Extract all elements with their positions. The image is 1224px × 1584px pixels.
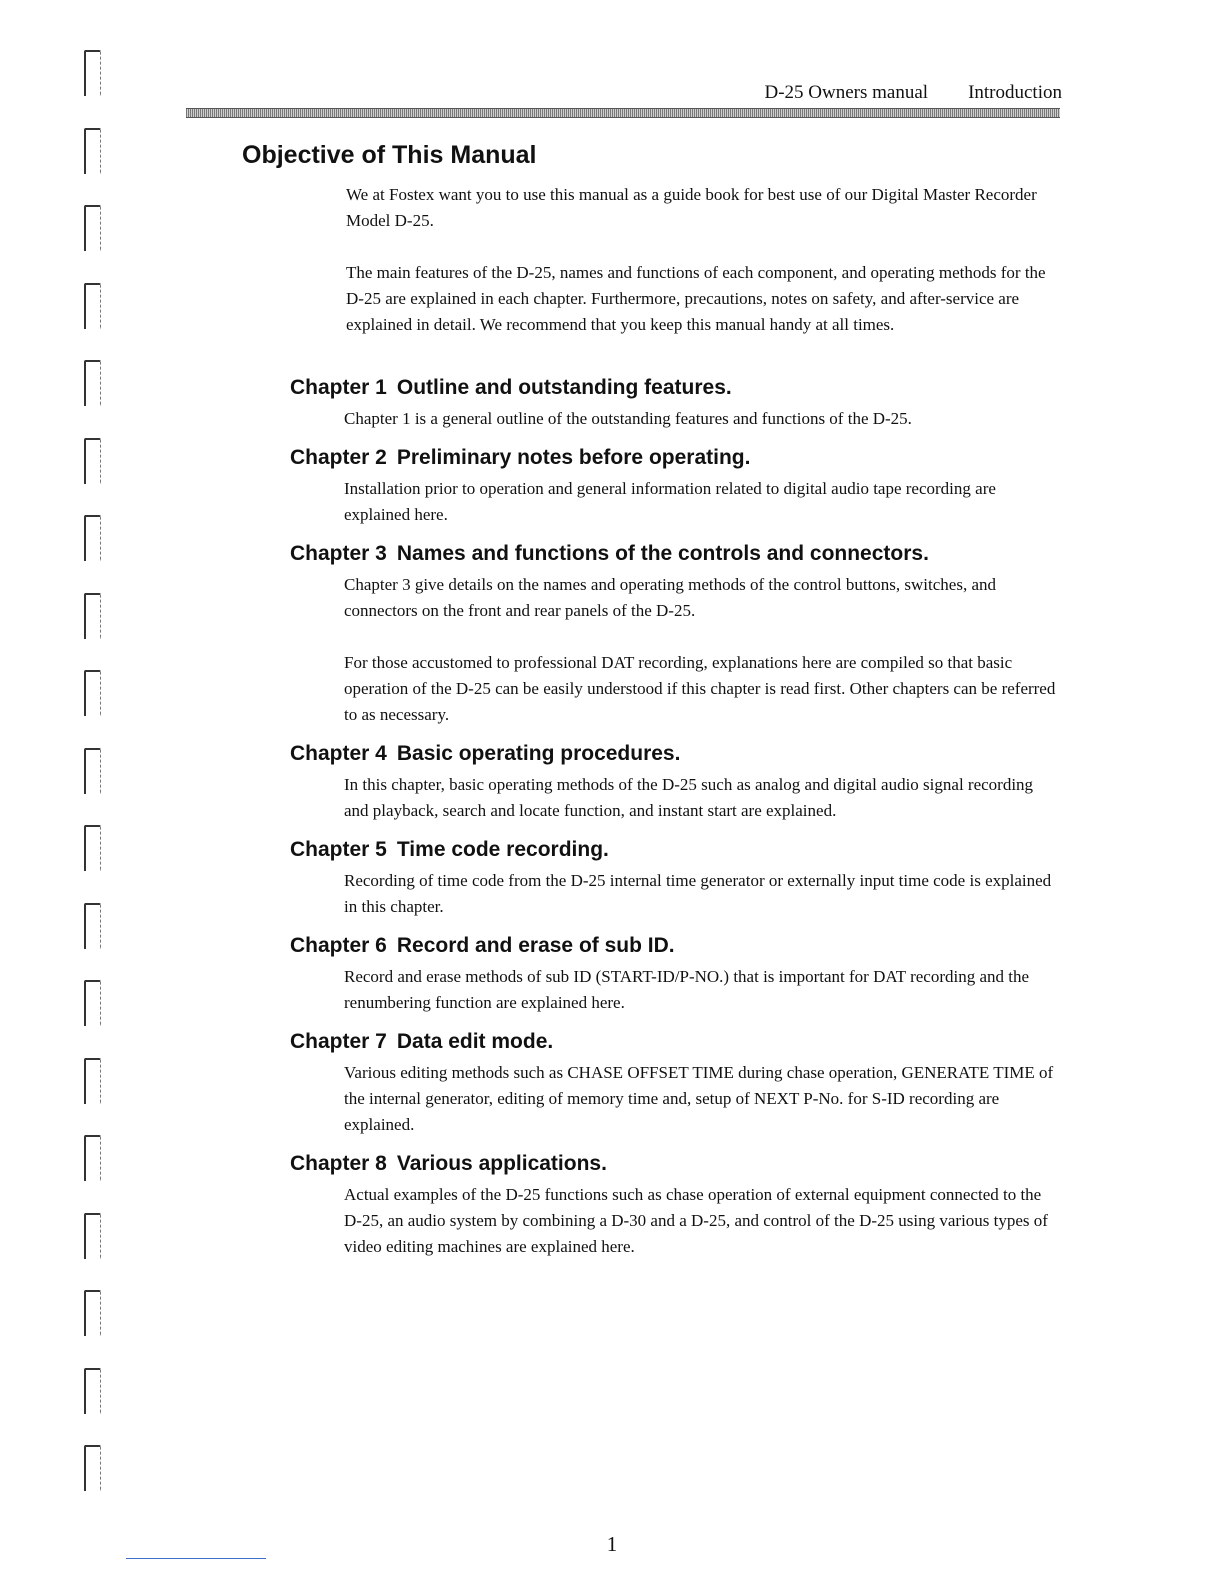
chapter-list bbox=[290, 376, 1070, 1274]
binder-mark bbox=[84, 825, 101, 871]
chapter-number: Chapter 7 bbox=[290, 1030, 387, 1053]
chapter-heading bbox=[290, 838, 1070, 862]
chapter-number: Chapter 3 bbox=[290, 542, 387, 565]
binder-mark bbox=[84, 360, 101, 406]
chapter-title: Various applications. bbox=[396, 1152, 607, 1175]
chapter-6 bbox=[290, 934, 1070, 1016]
intro-section bbox=[346, 182, 1066, 364]
header-manual-title: D-25 Owners manual bbox=[764, 82, 929, 103]
chapter-description bbox=[344, 772, 1060, 824]
chapter-3 bbox=[290, 542, 1070, 728]
chapter-number: Chapter 2 bbox=[290, 446, 387, 469]
binder-mark bbox=[84, 593, 101, 639]
chapter-heading bbox=[290, 934, 1070, 958]
chapter-7 bbox=[290, 1030, 1070, 1138]
chapter-paragraph: Chapter 3 give details on the names and operating methods of the control buttons, switches, and connectors on the front and rear panels of the D-25. bbox=[344, 575, 996, 620]
chapter-paragraph: For those accustomed to professional DAT recording, explanations here are compiled so that basic operation of the D-25 can be easily understood if this chapter is read first. Other chapters can be referred to as necessary. bbox=[344, 653, 1056, 724]
chapter-paragraph: Chapter 1 is a general outline of the outstanding features and functions of the D-25. bbox=[344, 409, 912, 428]
binder-mark bbox=[84, 1368, 101, 1414]
chapter-number: Chapter 5 bbox=[290, 838, 387, 861]
chapter-paragraph: In this chapter, basic operating methods of the D-25 such as analog and digital audio signal recording and playback, search and locate function, and instant start are explained. bbox=[344, 775, 1034, 820]
chapter-number: Chapter 8 bbox=[290, 1152, 387, 1175]
chapter-title: Outline and outstanding features. bbox=[396, 376, 732, 399]
page-title: Objective of This Manual bbox=[242, 141, 537, 169]
chapter-paragraph: Record and erase methods of sub ID (START-ID/P-NO.) that is important for DAT recording and the renumbering function are explained here. bbox=[344, 967, 1030, 1012]
chapter-title: Preliminary notes before operating. bbox=[396, 446, 751, 469]
binder-mark bbox=[84, 1445, 101, 1491]
chapter-description bbox=[344, 1182, 1060, 1260]
chapter-number: Chapter 4 bbox=[290, 742, 387, 765]
binder-mark bbox=[84, 980, 101, 1026]
chapter-description bbox=[344, 868, 1060, 920]
chapter-paragraph: Recording of time code from the D-25 internal time generator or externally input time code is explained in this chapter. bbox=[344, 871, 1052, 916]
binder-mark bbox=[84, 1213, 101, 1259]
binder-marks bbox=[84, 50, 114, 1550]
intro-paragraph: We at Fostex want you to use this manual as a guide book for best use of our Digital Master Recorder Model D-25. bbox=[346, 185, 1037, 230]
binder-mark bbox=[84, 205, 101, 251]
binder-mark bbox=[84, 1058, 101, 1104]
page-number: 1 bbox=[606, 1532, 618, 1556]
chapter-title: Names and functions of the controls and connectors. bbox=[396, 542, 929, 565]
header-rule bbox=[186, 108, 1060, 118]
intro-paragraph: The main features of the D-25, names and functions of each component, and operating methods for the D-25 are explained in each chapter. Furthermore, precautions, notes on safety, and after-service are explained in detail. We recommend that you keep this manual handy at all times. bbox=[346, 263, 1046, 334]
binder-mark bbox=[84, 438, 101, 484]
chapter-title: Data edit mode. bbox=[396, 1030, 554, 1053]
binder-mark bbox=[84, 128, 101, 174]
binder-mark bbox=[84, 50, 101, 96]
binder-mark bbox=[84, 1135, 101, 1181]
binder-mark bbox=[84, 1290, 101, 1336]
binder-mark bbox=[84, 903, 101, 949]
chapter-2 bbox=[290, 446, 1070, 528]
chapter-4 bbox=[290, 742, 1070, 824]
chapter-description bbox=[344, 406, 1060, 432]
chapter-8 bbox=[290, 1152, 1070, 1260]
binder-mark bbox=[84, 515, 101, 561]
chapter-title: Basic operating procedures. bbox=[396, 742, 681, 765]
chapter-paragraph: Actual examples of the D-25 functions such as chase operation of external equipment connected to the D-25, an audio system by combining a D-30 and a D-25, and control of the D-25 using various types of video editing machines are explained here. bbox=[344, 1185, 1048, 1256]
chapter-5 bbox=[290, 838, 1070, 920]
chapter-number: Chapter 1 bbox=[290, 376, 387, 399]
chapter-1 bbox=[290, 376, 1070, 432]
chapter-title: Time code recording. bbox=[396, 838, 609, 861]
chapter-heading bbox=[290, 376, 1070, 400]
binder-mark bbox=[84, 670, 101, 716]
chapter-description bbox=[344, 964, 1060, 1016]
chapter-heading bbox=[290, 1030, 1070, 1054]
page-header bbox=[764, 82, 1062, 104]
chapter-heading bbox=[290, 446, 1070, 470]
chapter-heading bbox=[290, 742, 1070, 766]
chapter-title: Record and erase of sub ID. bbox=[396, 934, 675, 957]
chapter-description bbox=[344, 1060, 1060, 1138]
chapter-description bbox=[344, 476, 1060, 528]
chapter-paragraph: Installation prior to operation and general information related to digital audio tape recording are explained here. bbox=[344, 479, 996, 524]
binder-mark bbox=[84, 748, 101, 794]
footer-rule bbox=[126, 1558, 266, 1559]
chapter-description bbox=[344, 572, 1060, 728]
chapter-heading bbox=[290, 542, 1070, 566]
binder-mark bbox=[84, 283, 101, 329]
chapter-heading bbox=[290, 1152, 1070, 1176]
header-section: Introduction bbox=[968, 82, 1062, 103]
chapter-paragraph: Various editing methods such as CHASE OFFSET TIME during chase operation, GENERATE TIME of the internal generator, editing of memory time and, setup of NEXT P-No. for S-ID recording are explained. bbox=[344, 1063, 1054, 1134]
chapter-number: Chapter 6 bbox=[290, 934, 387, 957]
